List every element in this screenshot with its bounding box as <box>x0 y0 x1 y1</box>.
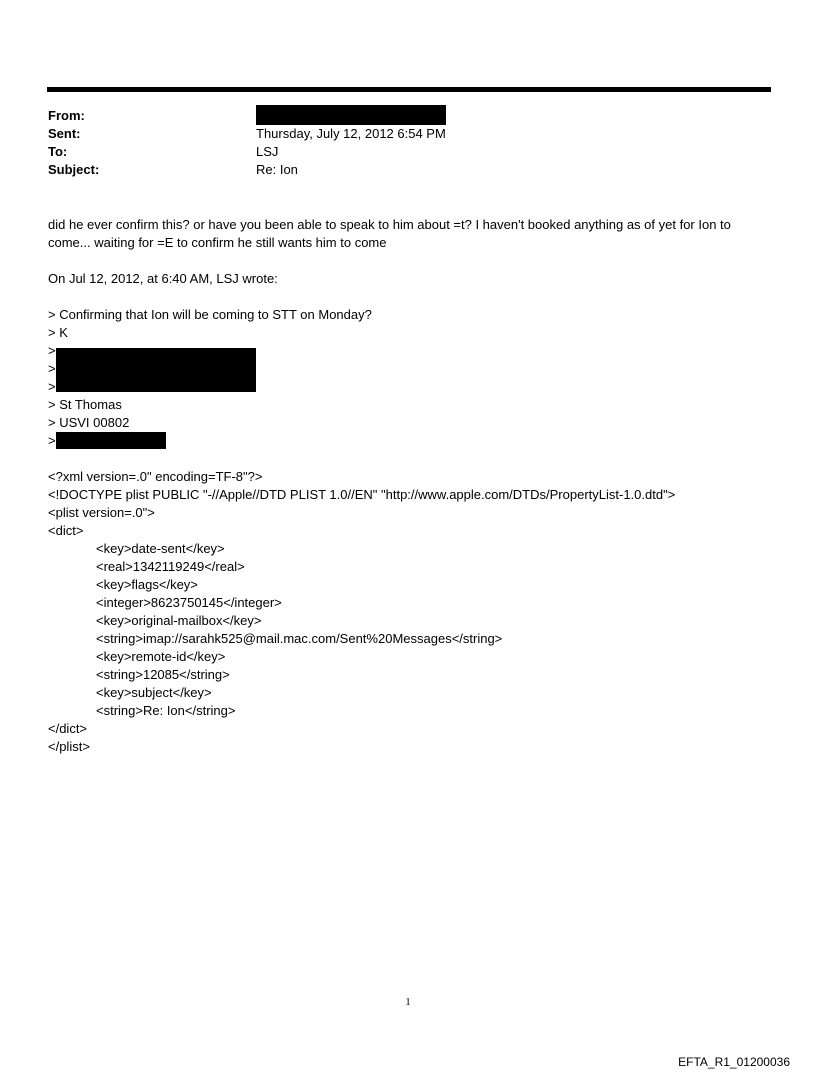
subject-value: Re: Ion <box>256 162 298 177</box>
xml-line: <string>Re: Ion</string> <box>96 703 236 718</box>
xml-line: <?xml version=.0" encoding=TF-8"?> <box>48 469 263 484</box>
xml-line: <string>12085</string> <box>96 667 230 682</box>
xml-line: </plist> <box>48 739 90 754</box>
redaction-block <box>256 105 446 125</box>
xml-line: <key>remote-id</key> <box>96 649 226 664</box>
redaction-block <box>56 360 256 378</box>
message-line: come... waiting for =E to confirm he still wants him to come <box>48 235 387 250</box>
from-label: From: <box>48 108 85 123</box>
xml-line: <key>date-sent</key> <box>96 541 225 556</box>
xml-line: <!DOCTYPE plist PUBLIC "-//Apple//DTD PLIST 1.0//EN" "http://www.apple.com/DTDs/PropertyList-1.0.dtd"> <box>48 487 676 502</box>
redaction-block <box>56 432 166 449</box>
sent-label: Sent: <box>48 126 81 141</box>
xml-line: </dict> <box>48 721 88 736</box>
quoted-line: > USVI 00802 <box>48 415 130 430</box>
xml-line: <key>flags</key> <box>96 577 198 592</box>
redaction-block <box>56 378 256 392</box>
from-value-redacted <box>256 107 446 125</box>
xml-line: <integer>8623750145</integer> <box>96 595 282 610</box>
quoted-line: > Confirming that Ion will be coming to STT on Monday? <box>48 307 372 322</box>
quote-intro: On Jul 12, 2012, at 6:40 AM, LSJ wrote: <box>48 271 278 286</box>
quoted-line-redacted: > <box>48 378 773 396</box>
xml-line: <dict> <box>48 523 84 538</box>
quoted-line-redacted: > <box>48 342 773 360</box>
quoted-line-redacted: > <box>48 432 773 450</box>
quoted-line: > St Thomas <box>48 397 122 412</box>
document-id: EFTA_R1_01200036 <box>678 1055 790 1069</box>
page-number: 1 <box>405 996 411 1008</box>
redaction-block <box>56 348 256 360</box>
to-value: LSJ <box>256 144 279 159</box>
quoted-line: > K <box>48 325 68 340</box>
message-line: did he ever confirm this? or have you been able to speak to him about =t? I haven't booked anything as of yet for Ion to <box>48 217 731 232</box>
header-rule <box>47 87 771 92</box>
xml-line: <key>subject</key> <box>96 685 212 700</box>
to-label: To: <box>48 144 68 159</box>
xml-line: <key>original-mailbox</key> <box>96 613 262 628</box>
email-body <box>48 216 773 756</box>
subject-label: Subject: <box>48 162 100 177</box>
sent-value: Thursday, July 12, 2012 6:54 PM <box>256 126 446 141</box>
xml-line: <plist version=.0"> <box>48 505 155 520</box>
xml-line: <real>1342119249</real> <box>96 559 245 574</box>
xml-line: <string>imap://sarahk525@mail.mac.com/Sent%20Messages</string> <box>96 631 503 646</box>
quoted-line-redacted: > <box>48 360 773 378</box>
